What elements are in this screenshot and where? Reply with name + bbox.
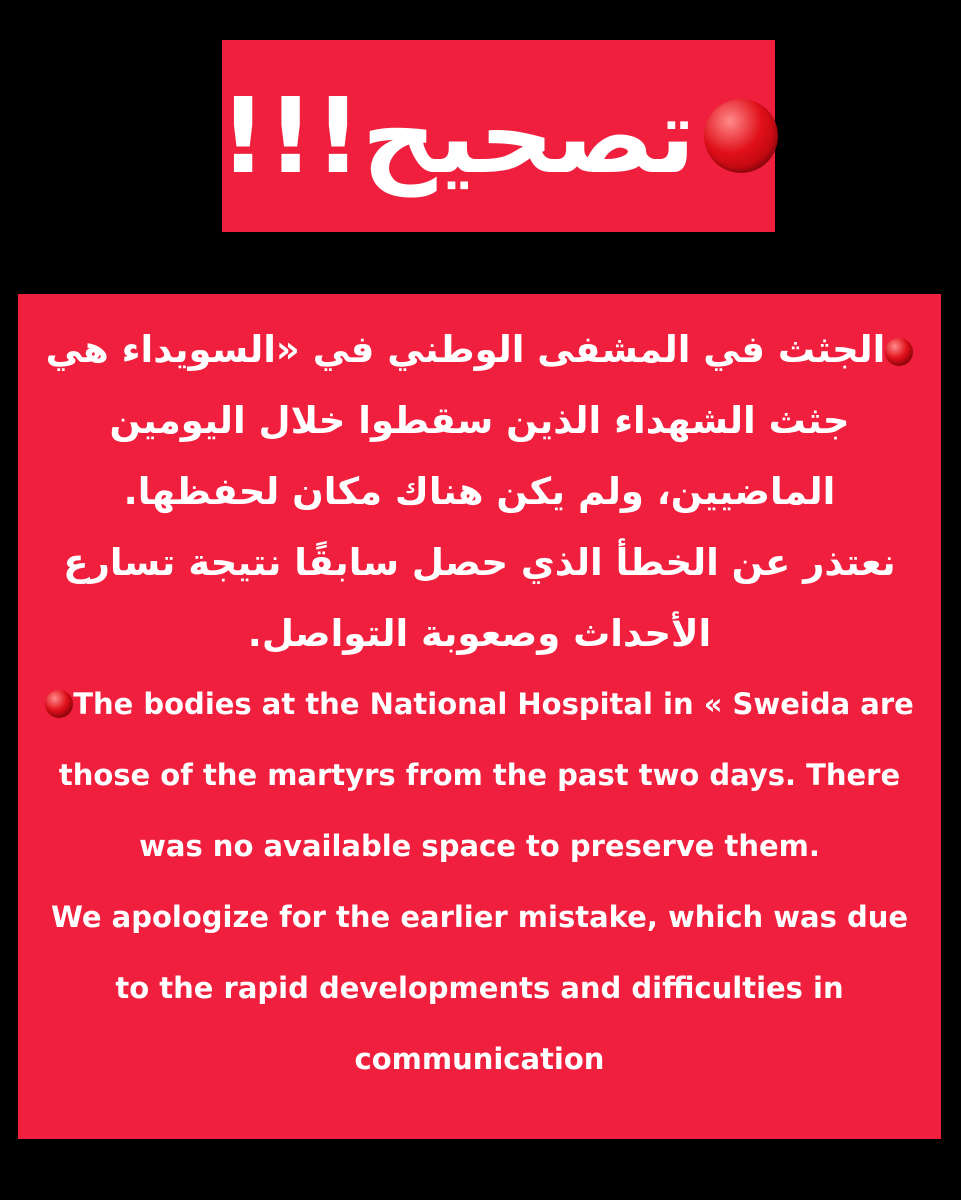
arabic-line-4: نعتذر عن الخطأ الذي حصل سابقًا نتيجة تسارع: [63, 541, 896, 584]
english-line-1: The bodies at the National Hospital in « Sweida are: [28, 669, 931, 740]
english-text: [28, 669, 931, 1095]
red-circle-icon: [45, 690, 73, 718]
arabic-text: [28, 314, 931, 669]
notice-panel: [18, 294, 941, 1139]
english-line-2: those of the martyrs from the past two days. There: [58, 758, 901, 792]
english-line-6: communication: [354, 1042, 605, 1076]
english-line-4: We apologize for the earlier mistake, which was due: [50, 900, 909, 934]
english-line-3: was no available space to preserve them.: [139, 829, 820, 863]
arabic-line-2: جثث الشهداء الذين سقطوا خلال اليومين: [109, 399, 850, 442]
arabic-line-3: الماضيين، ولم يكن هناك مكان لحفظها.: [123, 470, 836, 513]
page-title: تصحيح!!!: [219, 75, 696, 197]
red-circle-icon: [704, 99, 778, 173]
english-line-5: to the rapid developments and difficulties in: [115, 971, 844, 1005]
title-banner: [219, 40, 775, 232]
red-circle-icon: [885, 338, 913, 366]
arabic-line-1: الجثث في المشفى الوطني في «السويداء هي: [28, 314, 931, 385]
arabic-line-5: الأحداث وصعوبة التواصل.: [247, 612, 712, 655]
